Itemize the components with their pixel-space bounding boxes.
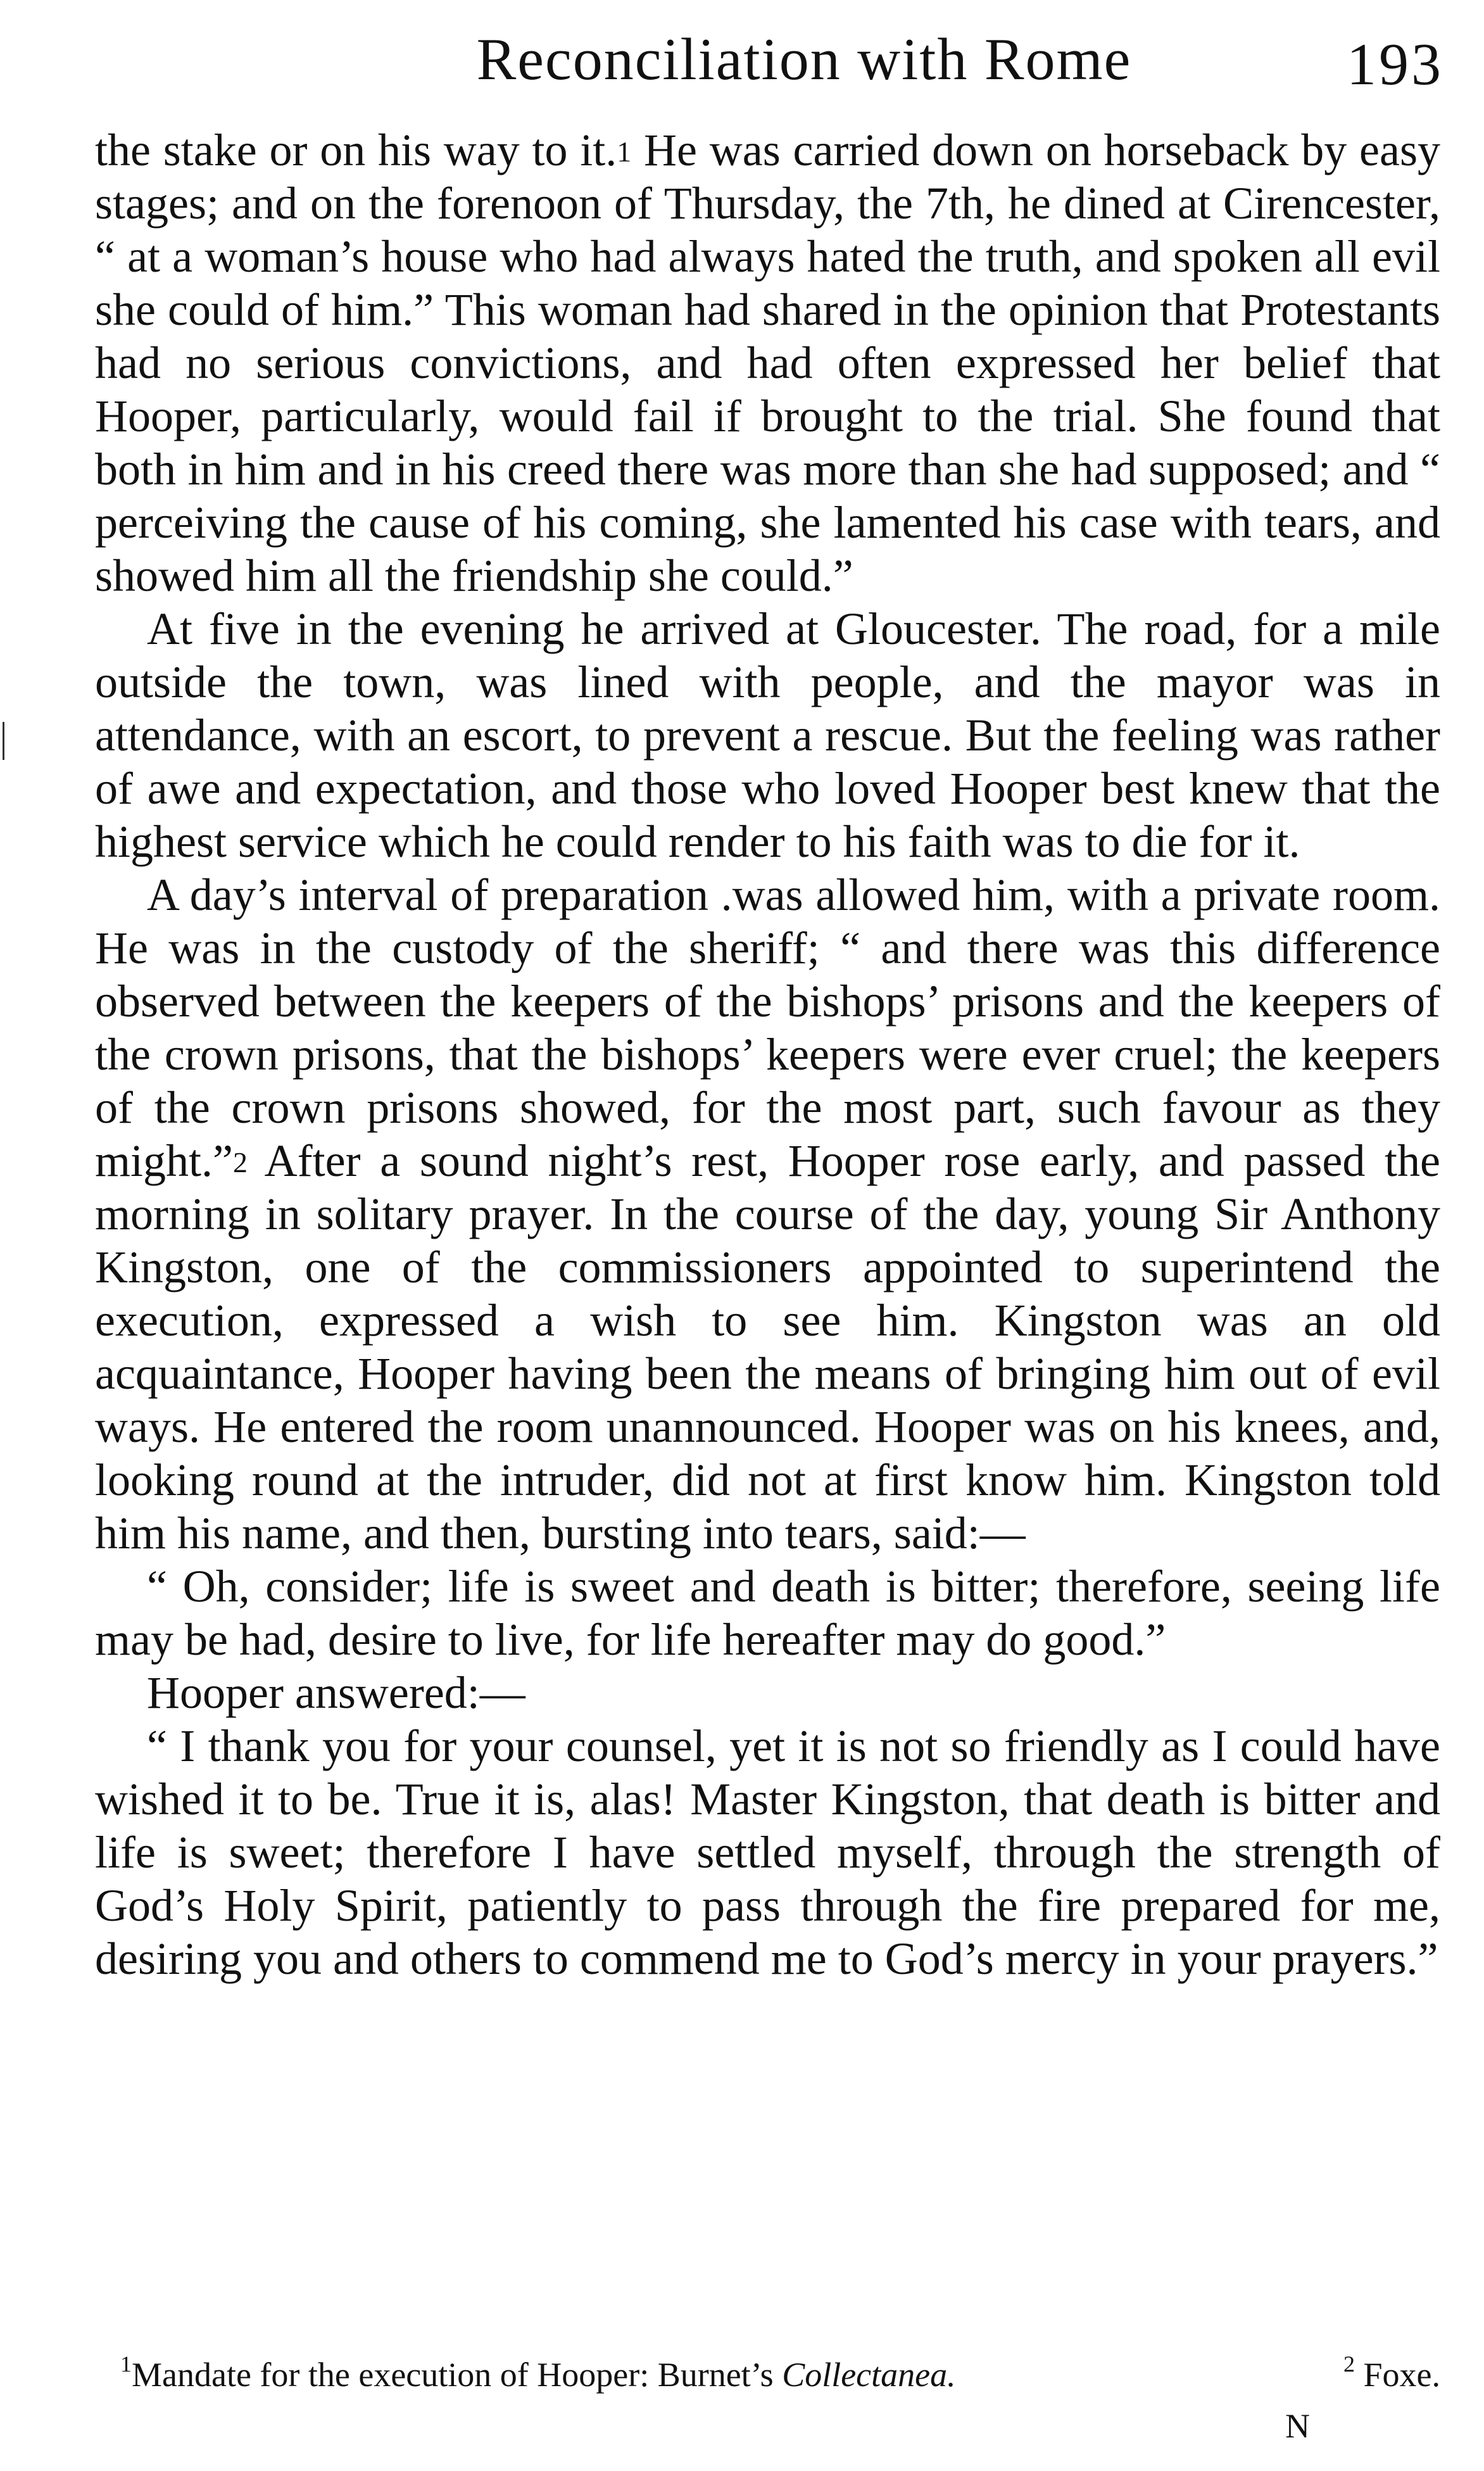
paragraph-2: At five in the evening he arrived at Gloucester. The road, for a mile outside the town, was lined with people, and the mayor was in attendance, with an escort, to prevent a rescue. But the feeling was rather of awe and expectation, and those who loved Hooper best knew that the highest service which he could render to his faith was to die for it.	[95, 604, 1440, 867]
footnotes	[95, 2353, 1440, 2397]
signature-mark: N	[1285, 2407, 1310, 2445]
paragraph-3-part-a: A day’s interval of preparation .was allowed him, with a private room. He was in the custody of the sheriff; “ and there was this difference observed between the keepers of the bishops’ prisons and the keepers of the crown prisons, that the bishops’ keepers were ever cruel; the keepers of the crown prisons showed, for the most part, such favour as they might.”	[95, 869, 1440, 1186]
footnote-1	[120, 2353, 956, 2397]
paragraph-3	[95, 868, 1440, 1560]
paragraph-3-part-b: After a sound night’s rest, Hooper rose early, and passed the morning in solitary prayer. In the course of the day, young Sir Anthony Kingston, one of the commissioners appointed to superintend the execution, expressed a wish to see him. Kingston was an old acquaintance, Hooper having been the means of bringing him out of evil ways. He entered the room unannounced. Hooper was on his knees, and, looking round at the intruder, did not at first know him. Kingston told him his name, and then, bursting into tears, said:—	[95, 1135, 1440, 1558]
body-text	[95, 123, 1440, 1985]
footnote-1-marker: 1	[120, 2351, 132, 2377]
paragraph-1-part-a: the stake or on his way to it.	[95, 125, 617, 175]
footnote-row	[95, 2353, 1440, 2397]
paragraph-5: Hooper answered:—	[147, 1667, 525, 1718]
footnote-2	[1343, 2353, 1440, 2397]
margin-mark	[3, 722, 4, 760]
footnote-2-marker: 2	[1343, 2351, 1355, 2377]
paragraph-6-quote: “ I thank you for your counsel, yet it is not so friendly as I could have wished it to be. True it is, alas! Master Kingston, that death is bitter and life is sweet; therefore I have settled myself, through the strength of God’s Holy Spirit, patiently to pass through the fire prepared for me, desiring you and others to commend me to God’s mercy in your prayers.”	[95, 1721, 1440, 1984]
footnote-ref-1: 1	[617, 136, 632, 168]
paragraph-1-part-b: He was carried down on horseback by easy stages; and on the forenoon of Thursday, the 7th, he dined at Cirencester, “ at a woman’s house who had always hated the truth, and spoken all evil she could of him.” This woman had shared in the opinion that Protestants had no serious convictions, and had often expressed her belief that Hooper, particularly, would fail if brought to the trial. She found that both in him and in his creed there was more than she had supposed; and “ perceiving the cause of his coming, she lamented his case with tears, and showed him all the friendship she could.”	[95, 125, 1440, 601]
paragraph-1	[95, 123, 1440, 602]
footnote-1-italic: Collectanea.	[782, 2356, 956, 2394]
footnote-2-text: Foxe.	[1363, 2356, 1440, 2394]
paragraph-4-quote: “ Oh, consider; life is sweet and death is bitter; therefore, seeing life may be had, desire to live, for life hereafter may do good.”	[95, 1561, 1440, 1665]
page-number: 193	[1347, 32, 1443, 98]
footnote-ref-2: 2	[232, 1146, 248, 1179]
running-head: Reconciliation with Rome	[476, 27, 1132, 92]
footnote-1-text: Mandate for the execution of Hooper: Burnet’s	[132, 2356, 783, 2394]
page-header	[95, 25, 1443, 98]
